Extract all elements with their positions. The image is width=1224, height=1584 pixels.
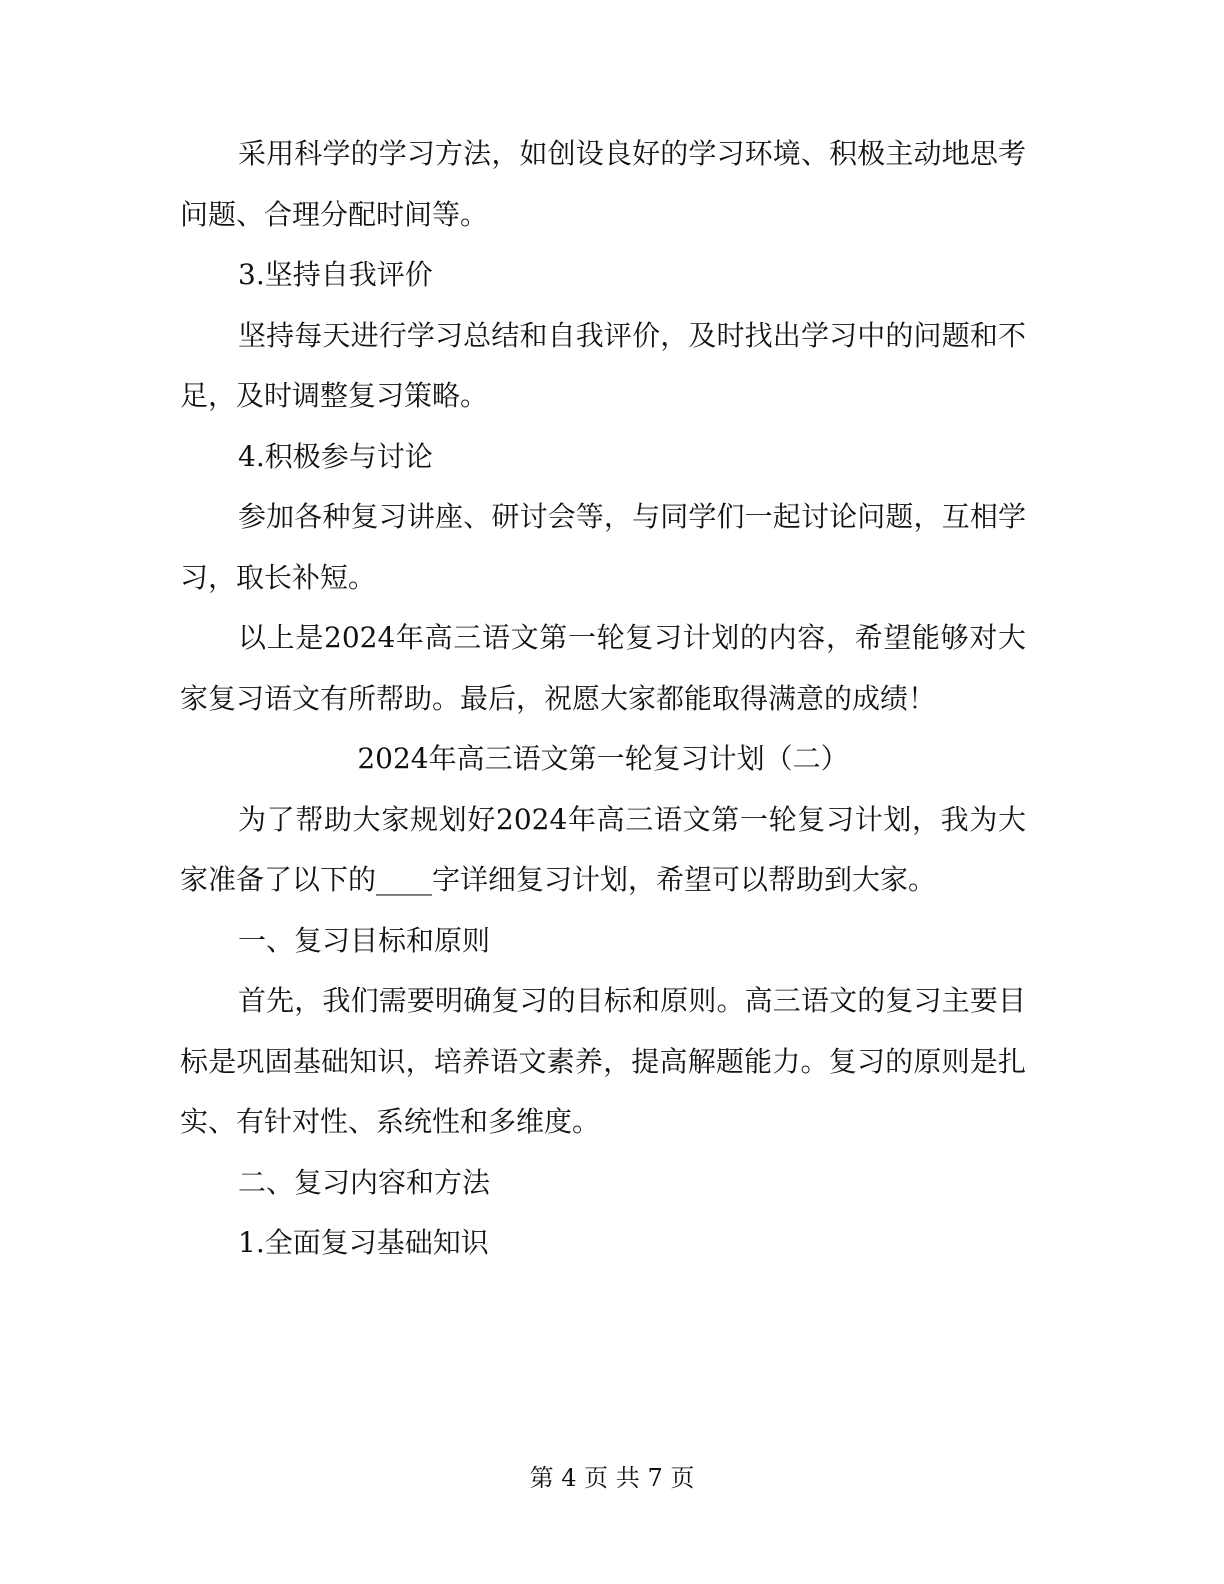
page-footer: 第 4 页 共 7 页 [529,1464,695,1492]
paragraph-discussion: 参加各种复习讲座、研讨会等，与同学们一起讨论问题，互相学习，取长补短。 [180,500,1026,594]
paragraph-self-evaluation: 坚持每天进行学习总结和自我评价，及时找出学习中的问题和不足，及时调整复习策略。 [180,318,1026,412]
heading-discussion: 4.积极参与讨论 [238,439,433,473]
paragraph-intro: 为了帮助大家规划好2024年高三语文第一轮复习计划，我为大家准备了以下的____字详细复习计划，希望可以帮助到大家。 [180,802,1026,896]
heading-self-evaluation: 3.坚持自我评价 [238,258,433,291]
heading-basic-knowledge: 1.全面复习基础知识 [238,1226,489,1259]
paragraph-study-methods: 采用科学的学习方法，如创设良好的学习环境、积极主动地思考问题、合理分配时间等。 [180,137,1026,231]
paragraph-conclusion: 以上是2024年高三语文第一轮复习计划的内容，希望能够对大家复习语文有所帮助。最后，祝愿大家都能取得满意的成绩！ [180,621,1026,715]
section-title: 2024年高三语文第一轮复习计划（二） [357,742,849,775]
document-body [180,124,1026,1274]
heading-goals-principles: 一、复习目标和原则 [238,923,491,957]
paragraph-goals-principles: 首先，我们需要明确复习的目标和原则。高三语文的复习主要目标是巩固基础知识，培养语文素养，提高解题能力。复习的原则是扎实、有针对性、系统性和多维度。 [180,984,1026,1138]
heading-content-methods: 二、复习内容和方法 [238,1165,491,1199]
